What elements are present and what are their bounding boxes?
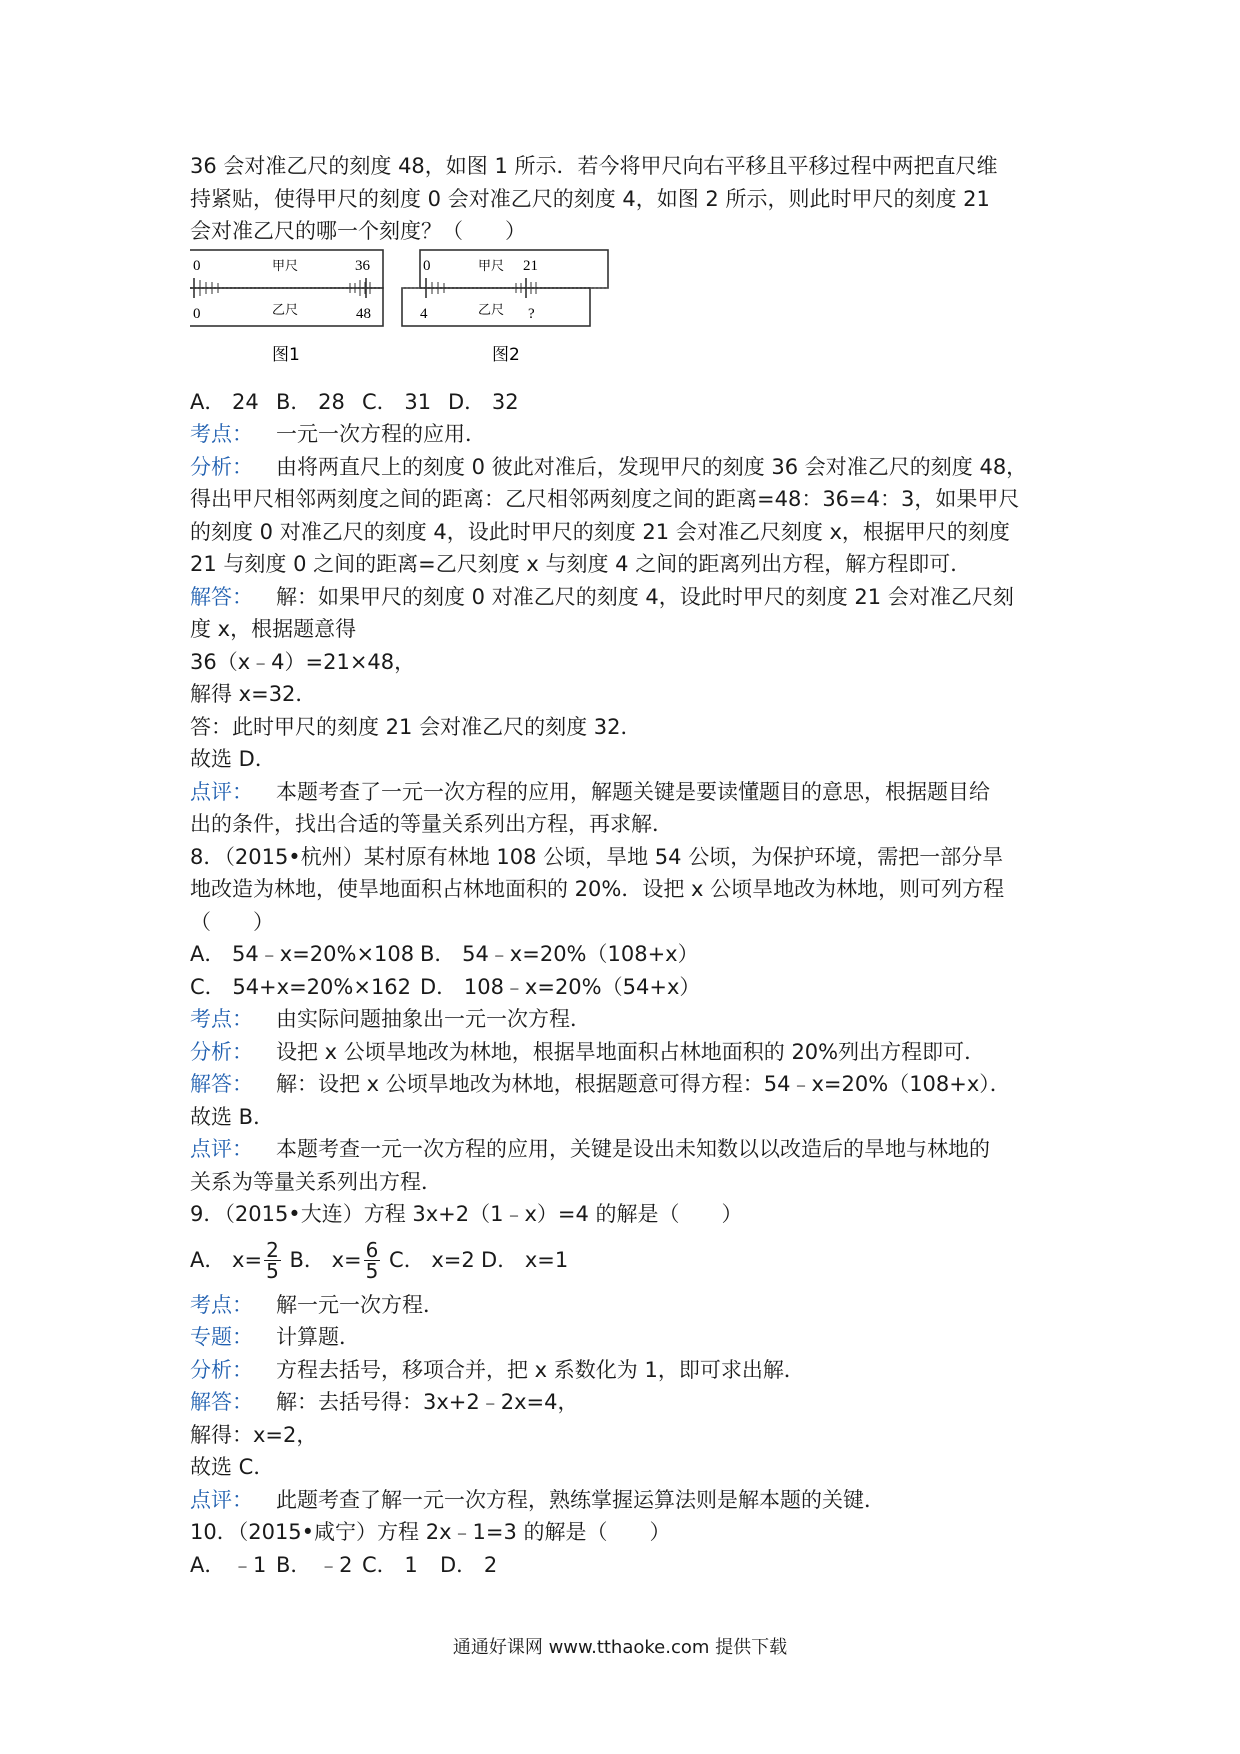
fig1-yi-left: 0	[193, 305, 201, 322]
fraction-numerator: 6	[365, 1238, 379, 1262]
q9-kaodian	[190, 1289, 1070, 1322]
fenxi-text: 设把 x 公顷旱地改为林地，根据旱地面积占林地面积的 20%列出方程即可．	[276, 1039, 986, 1064]
fig2-jia-right: 21	[523, 257, 538, 274]
fig1-jia-left: 0	[193, 257, 201, 274]
fig2-jia-ruler	[420, 250, 608, 288]
fig1-jia-right: 36	[355, 257, 370, 274]
q10-option-d: D． 2	[440, 1552, 498, 1577]
q7-jieda-line: 度 x，根据题意得	[190, 617, 357, 641]
q9-option-a-prefix: A． x=	[190, 1247, 263, 1272]
q8-kaodian	[190, 1003, 1070, 1036]
q10-stem: 10．（2015•咸宁）方程 2x﹣1=3 的解是（ ）	[190, 1520, 671, 1544]
q8-option-d: D． 108﹣x=20%（54+x）	[420, 974, 701, 999]
jieda-text: 解：如果甲尺的刻度 0 对准乙尺的刻度 4，设此时甲尺的刻度 21 会对准乙尺刻	[276, 584, 1014, 609]
q8-dianping-line: 关系为等量关系列出方程．	[190, 1169, 442, 1194]
fenxi-label: 分析：	[190, 1039, 253, 1064]
dianping-text: 此题考查了解一元一次方程，熟练掌握运算法则是解本题的关键．	[276, 1487, 885, 1512]
fig2-jia-label: 甲尺	[478, 258, 505, 274]
q7-jieda-line: 36（x﹣4）=21×48，	[190, 649, 416, 674]
kaodian-label: 考点：	[190, 1007, 253, 1031]
q9-option-d: D． x=1	[481, 1247, 569, 1272]
zhuanti-text: 计算题．	[276, 1325, 360, 1349]
q10-option-a: A． ﹣1	[190, 1552, 267, 1577]
dianping-label: 点评：	[190, 779, 253, 804]
q9-dianping	[190, 1484, 1070, 1517]
fraction-denominator: 5	[365, 1259, 379, 1283]
dianping-text: 本题考查了一元一次方程的应用，解题关键是要读懂题目的意思，根据题目给	[276, 779, 990, 804]
q7-jieda-line: 答：此时甲尺的刻度 21 会对准乙尺的刻度 32．	[190, 714, 642, 739]
q9-jieda-line: 解得：x=2，	[190, 1422, 318, 1447]
q7-jieda-line: 解得 x=32．	[190, 682, 317, 706]
q7-fenxi	[190, 451, 1070, 484]
q9-zhuanti	[190, 1321, 1070, 1354]
document-content	[190, 150, 1070, 1581]
q7-stem-line: 36 会对准乙尺的刻度 48，如图 1 所示．若今将甲尺向右平移且平移过程中两把直尺维	[190, 154, 998, 178]
q8-stem-line: 8．（2015•杭州）某村原有林地 108 公顷，旱地 54 公顷，为保护环境，需把一部分旱	[190, 844, 1004, 869]
kaodian-label: 考点：	[190, 1292, 253, 1317]
jieda-text: 解：设把 x 公顷旱地改为林地，根据题意可得方程：54﹣x=20%（108+x）．	[276, 1072, 1011, 1096]
q8-options-row	[190, 938, 1070, 971]
q8-dianping	[190, 1133, 1070, 1166]
q7-fenxi-line: 的刻度 0 对准乙尺的刻度 4，设此时甲尺的刻度 21 会对准乙尺刻度 x，根据甲尺的刻度	[190, 519, 1010, 544]
kaodian-text: 一元一次方程的应用．	[276, 422, 486, 446]
q7-fenxi-line: 21 与刻度 0 之间的距离=乙尺刻度 x 与刻度 4 之间的距离列出方程，解方程即可．	[190, 552, 972, 576]
q10-options	[190, 1549, 1070, 1582]
q9-fenxi	[190, 1354, 1070, 1387]
fig2-yi-label: 乙尺	[478, 302, 505, 318]
q7-fenxi-line: 得出甲尺相邻两刻度之间的距离：乙尺相邻两刻度之间的距离=48：36=4：3，如果甲尺	[190, 487, 1020, 511]
q8-options-row	[190, 971, 1070, 1004]
fig2-yi-right: ?	[528, 305, 535, 322]
fig2-jia-left: 0	[423, 257, 431, 274]
q8-jieda	[190, 1068, 1070, 1101]
fig2-caption: 图2	[492, 344, 520, 365]
jieda-label: 解答：	[190, 1072, 253, 1096]
q7-option-b: B． 28	[276, 389, 345, 414]
q7-ruler-figure	[190, 248, 1070, 386]
q8-option-b: B． 54﹣x=20%（108+x）	[420, 942, 699, 966]
ruler-diagram	[190, 248, 1070, 386]
dianping-label: 点评：	[190, 1137, 253, 1161]
fig1-jia-label: 甲尺	[272, 258, 299, 274]
q7-dianping	[190, 776, 1070, 809]
page-footer: 通通好课网 www.tthaoke.com 提供下载	[452, 1637, 788, 1658]
kaodian-label: 考点：	[190, 422, 253, 446]
q9-jieda	[190, 1386, 1070, 1419]
q8-option-c: C． 54+x=20%×162	[190, 974, 412, 999]
jieda-label: 解答：	[190, 1390, 253, 1414]
q9-option-c: C． x=2	[389, 1247, 475, 1272]
fig1-yi-label: 乙尺	[272, 302, 299, 318]
q7-stem-line: 持紧贴，使得甲尺的刻度 0 会对准乙尺的刻度 4，如图 2 所示，则此时甲尺的刻度 21	[190, 186, 990, 211]
q7-stem-line: 会对准乙尺的哪一个刻度？（ ）	[190, 219, 526, 243]
dianping-label: 点评：	[190, 1487, 253, 1512]
fenxi-label: 分析：	[190, 454, 253, 479]
figure-1	[190, 250, 383, 365]
fig1-yi-right: 48	[356, 305, 371, 322]
q7-jieda	[190, 581, 1070, 614]
q7-option-d: D． 32	[448, 389, 519, 414]
jieda-label: 解答：	[190, 584, 253, 609]
q9-option-b-prefix: B． x=	[289, 1247, 362, 1272]
q7-options	[190, 386, 1070, 419]
zhuanti-label: 专题：	[190, 1325, 253, 1349]
fraction-numerator: 2	[266, 1238, 279, 1262]
jieda-text: 解：去括号得：3x+2﹣2x=4，	[276, 1390, 579, 1414]
q9-options	[190, 1231, 1070, 1289]
q8-jieda-line: 故选 B．	[190, 1104, 275, 1129]
q10-option-c: C． 1	[362, 1552, 418, 1577]
kaodian-text: 解一元一次方程．	[276, 1292, 444, 1317]
q8-option-a: A． 54﹣x=20%×108	[190, 942, 415, 966]
q7-option-c: C． 31	[362, 389, 432, 414]
q9-stem: 9．（2015•大连）方程 3x+2（1﹣x）=4 的解是（ ）	[190, 1202, 743, 1226]
q7-kaodian	[190, 418, 1070, 451]
fig2-yi-left: 4	[420, 305, 428, 322]
q8-stem-line: （ ）	[190, 909, 274, 934]
q7-jieda-line: 故选 D．	[190, 747, 276, 771]
dianping-text: 本题考查一元一次方程的应用，关键是设出未知数以以改造后的旱地与林地的	[276, 1137, 990, 1161]
q9-option-b-fraction	[364, 1240, 381, 1281]
q8-stem-line: 地改造为林地，使旱地面积占林地面积的 20%．设把 x 公顷旱地改为林地，则可列方程	[190, 877, 1005, 901]
fig1-caption: 图1	[272, 344, 300, 365]
fenxi-label: 分析：	[190, 1357, 253, 1382]
figure-2	[402, 250, 608, 365]
fraction-denominator: 5	[266, 1259, 279, 1283]
q9-option-a-fraction	[264, 1240, 281, 1281]
q10-option-b: B． ﹣2	[276, 1552, 353, 1577]
q7-option-a: A． 24	[190, 389, 259, 414]
q8-fenxi	[190, 1036, 1070, 1069]
fenxi-text: 由将两直尺上的刻度 0 彼此对准后，发现甲尺的刻度 36 会对准乙尺的刻度 48，	[276, 454, 1028, 479]
kaodian-text: 由实际问题抽象出一元一次方程．	[276, 1007, 591, 1031]
fenxi-text: 方程去括号，移项合并，把 x 系数化为 1，即可求出解．	[276, 1357, 805, 1382]
q7-dianping-line: 出的条件，找出合适的等量关系列出方程，再求解．	[190, 812, 673, 836]
q9-jieda-line: 故选 C．	[190, 1455, 275, 1479]
